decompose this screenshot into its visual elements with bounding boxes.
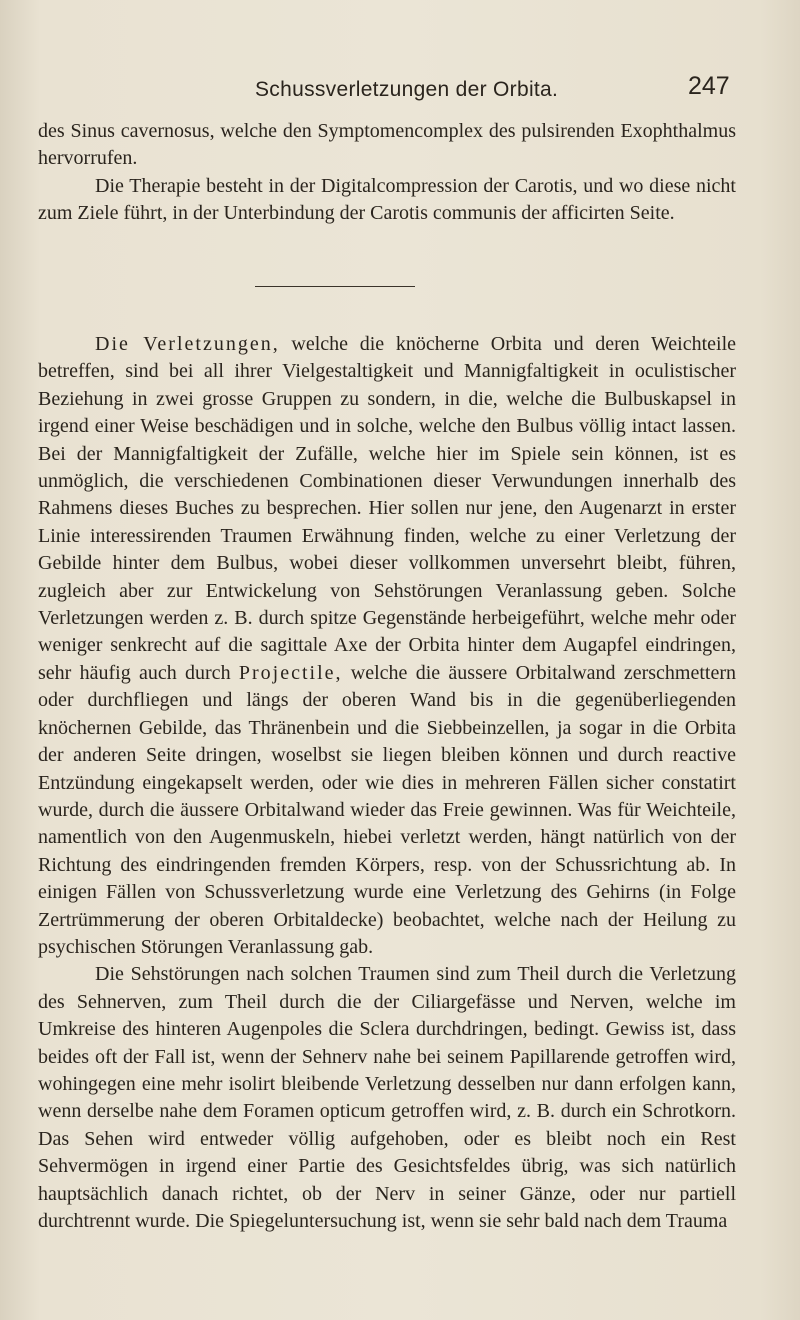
paragraph-injuries-text-b: welche die äussere Orbitalwand zerschmettern oder durchfliegen und längs der oberen Wand bis in die gegenüberliegenden knöchernen Gebilde, das Thränenbein und die Siebbeinzellen, ja sogar in die Orbita der anderen Seite dringen, woselbst sie liegen bleiben können und durch reactive Entzündung eingekapselt werden, oder wie dies in mehreren Fällen sicher constatirt wurde, durch die äussere Orbitalwand wieder das Freie gewinnen. Was für Weichteile, namentlich von den Augenmuskeln, hiebei verletzt werden, hängt natürlich von der Richtung des eindringenden fremden Körpers, resp. von der Schussrichtung ab. In einigen Fällen von Schussverletzung wurde eine Verletzung des Gehirns (in Folge Zertrümmerung der oberen Orbitaldecke) beobachtet, welche nach der Heilung zu psychischen Störungen Veranlassung gab. [38, 661, 736, 958]
page-header [0, 72, 800, 108]
paragraph-injuries-text-a: welche die knöcherne Orbita und deren Weichteile betreffen, sind bei all ihrer Vielgestaltigkeit und Mannigfaltigkeit in oculistischer Beziehung in zwei grosse Gruppen zu sondern, in die, welche die Bulbuskapsel in irgend einer Weise beschädigen und in solche, welche den Bulbus völlig intact lassen. Bei der Mannigfaltigkeit der Zufälle, welche hier im Spiele sein können, ist es unmöglich, die verschiedenen Combinationen dieser Verwundungen innerhalb des Rahmens dieses Buches zu besprechen. Hier sollen nur jene, den Augenarzt in erster Linie interessirenden Traumen Erwähnung finden, welche zu einer Verletzung der Gebilde hinter dem Bulbus, wobei dieser vollkommen unversehrt bleibt, führen, zugleich aber zur Entwickelung von Sehstörungen Veranlassung geben. Solche Verletzungen werden z. B. durch spitze Gegenstände herbeigeführt, welche mehr oder weniger senkrecht auf die sagittale Axe der Orbita hinter dem Augapfel eindringen, sehr häufig auch durch [38, 333, 737, 684]
paragraph-visual-disturbances: Die Sehstörungen nach solchen Traumen sind zum Theil durch die Verletzung des Sehnerven, zum Theil durch die der Ciliargefässe und Nerven, welche im Umkreise des hinteren Augenpoles die Sclera durchdringen, bedingt. Gewiss ist, dass beides oft der Fall ist, wenn der Sehnerv nahe bei seinem Papillarende getroffen wird, wohingegen eine mehr isolirt bleibende Verletzung desselben nur dann erfolgen kann, wenn derselbe nahe dem Foramen opticum getroffen wird, z. B. durch ein Schrotkorn. Das Sehen wird entweder völlig aufgehoben, oder es bleibt noch ein Rest Sehvermögen in irgend einer Partie des Gesichtsfeldes übrig, was sich natürlich hauptsächlich danach richtet, ob der Nerv in seiner Gänze, oder nur partiell durchtrennt wurde. Die Spiegeluntersuchung ist, wenn sie sehr bald nach dem Trauma [38, 963, 736, 1232]
text-block-top [38, 118, 736, 228]
paragraph-continuation: des Sinus cavernosus, welche den Symptomencomplex des pulsirenden Exophthalmus hervorrufen. [38, 120, 736, 170]
section-divider [255, 286, 415, 287]
paragraph-therapy: Die Therapie besteht in der Digitalcompression der Carotis, und wo diese nicht zum Ziele führt, in der Unterbindung der Carotis communis der afficirten Seite. [38, 174, 736, 225]
running-title: Schussverletzungen der Orbita. [255, 78, 559, 101]
page-number: 247 [688, 72, 730, 100]
spaced-term-projectile: Projectile, [238, 661, 343, 684]
paragraph-injuries [38, 331, 736, 961]
spaced-term-verletzungen: Die Verletzungen, [95, 333, 280, 355]
text-block-main [38, 331, 736, 1235]
